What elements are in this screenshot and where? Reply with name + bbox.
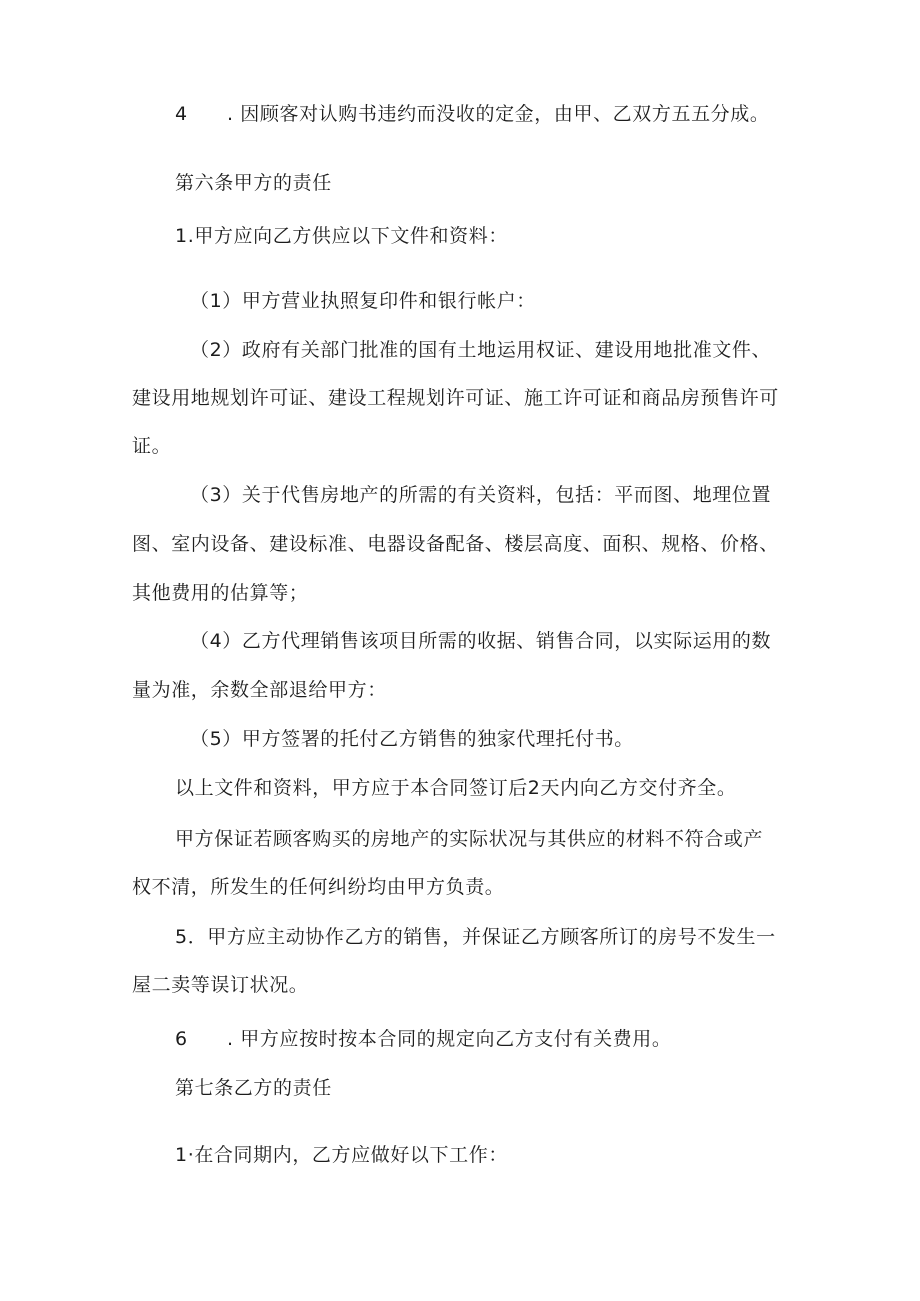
sub-item-4-line-1: （4）乙方代理销售该项目所需的收据、销售合同，以实际运用的数 [190, 630, 772, 652]
item-6 [175, 1027, 671, 1051]
sub-item-4-line-2: 量为准，余数全部退给甲方： [132, 679, 387, 701]
sub-item-2-line-1: （2）政府有关部门批准的国有土地运用权证、建设用地批准文件、 [190, 339, 772, 361]
item-4 [175, 102, 769, 126]
article-6-title: 第六条甲方的责任 [175, 172, 332, 194]
item-5-line-1: 5．甲方应主动协作乙方的销售，并保证乙方顾客所订的房号不发生一 [175, 926, 776, 948]
item-4-number: 4 [175, 103, 188, 125]
sub-item-2-line-3: 证。 [132, 435, 172, 457]
sub-item-5: （5）甲方签署的托付乙方销售的独家代理托付书。 [190, 728, 634, 750]
sub-item-1: （1）甲方营业执照复印件和银行帐户： [190, 290, 536, 312]
article-7-title: 第七条乙方的责任 [175, 1077, 332, 1099]
sub-item-3-line-1: （3）关于代售房地产的所需的有关资料，包括：平而图、地理位置 [190, 484, 772, 506]
item-6-number: 6 [175, 1028, 188, 1050]
item-4-text: . 因顾客对认购书违约而没收的定金，由甲、乙双方五五分成。 [227, 103, 770, 125]
sub-item-3-line-2: 图、室内设备、建设标准、电器设备配备、楼层高度、面积、规格、价格、 [132, 533, 779, 555]
guarantee-line-2: 权不清，所发生的任何纠纷均由甲方负责。 [132, 876, 505, 898]
guarantee-line-1: 甲方保证若顾客购买的房地产的实际状况与其供应的材料不符合或产 [175, 828, 764, 850]
article-6-item-1: 1.甲方应向乙方供应以下文件和资料： [175, 225, 508, 247]
documents-deadline: 以上文件和资料，甲方应于本合同签订后2天内向乙方交付齐全。 [175, 777, 737, 799]
item-6-text: . 甲方应按时按本合同的规定向乙方支付有关费用。 [227, 1028, 672, 1050]
article-7-item-1: 1·在合同期内，乙方应做好以下工作： [175, 1144, 508, 1166]
sub-item-2-line-2: 建设用地规划许可证、建设工程规划许可证、施工许可证和商品房预售许可 [132, 387, 779, 409]
item-5-line-2: 屋二卖等误订状况。 [132, 974, 309, 996]
sub-item-3-line-3: 其他费用的估算等； [132, 582, 309, 604]
